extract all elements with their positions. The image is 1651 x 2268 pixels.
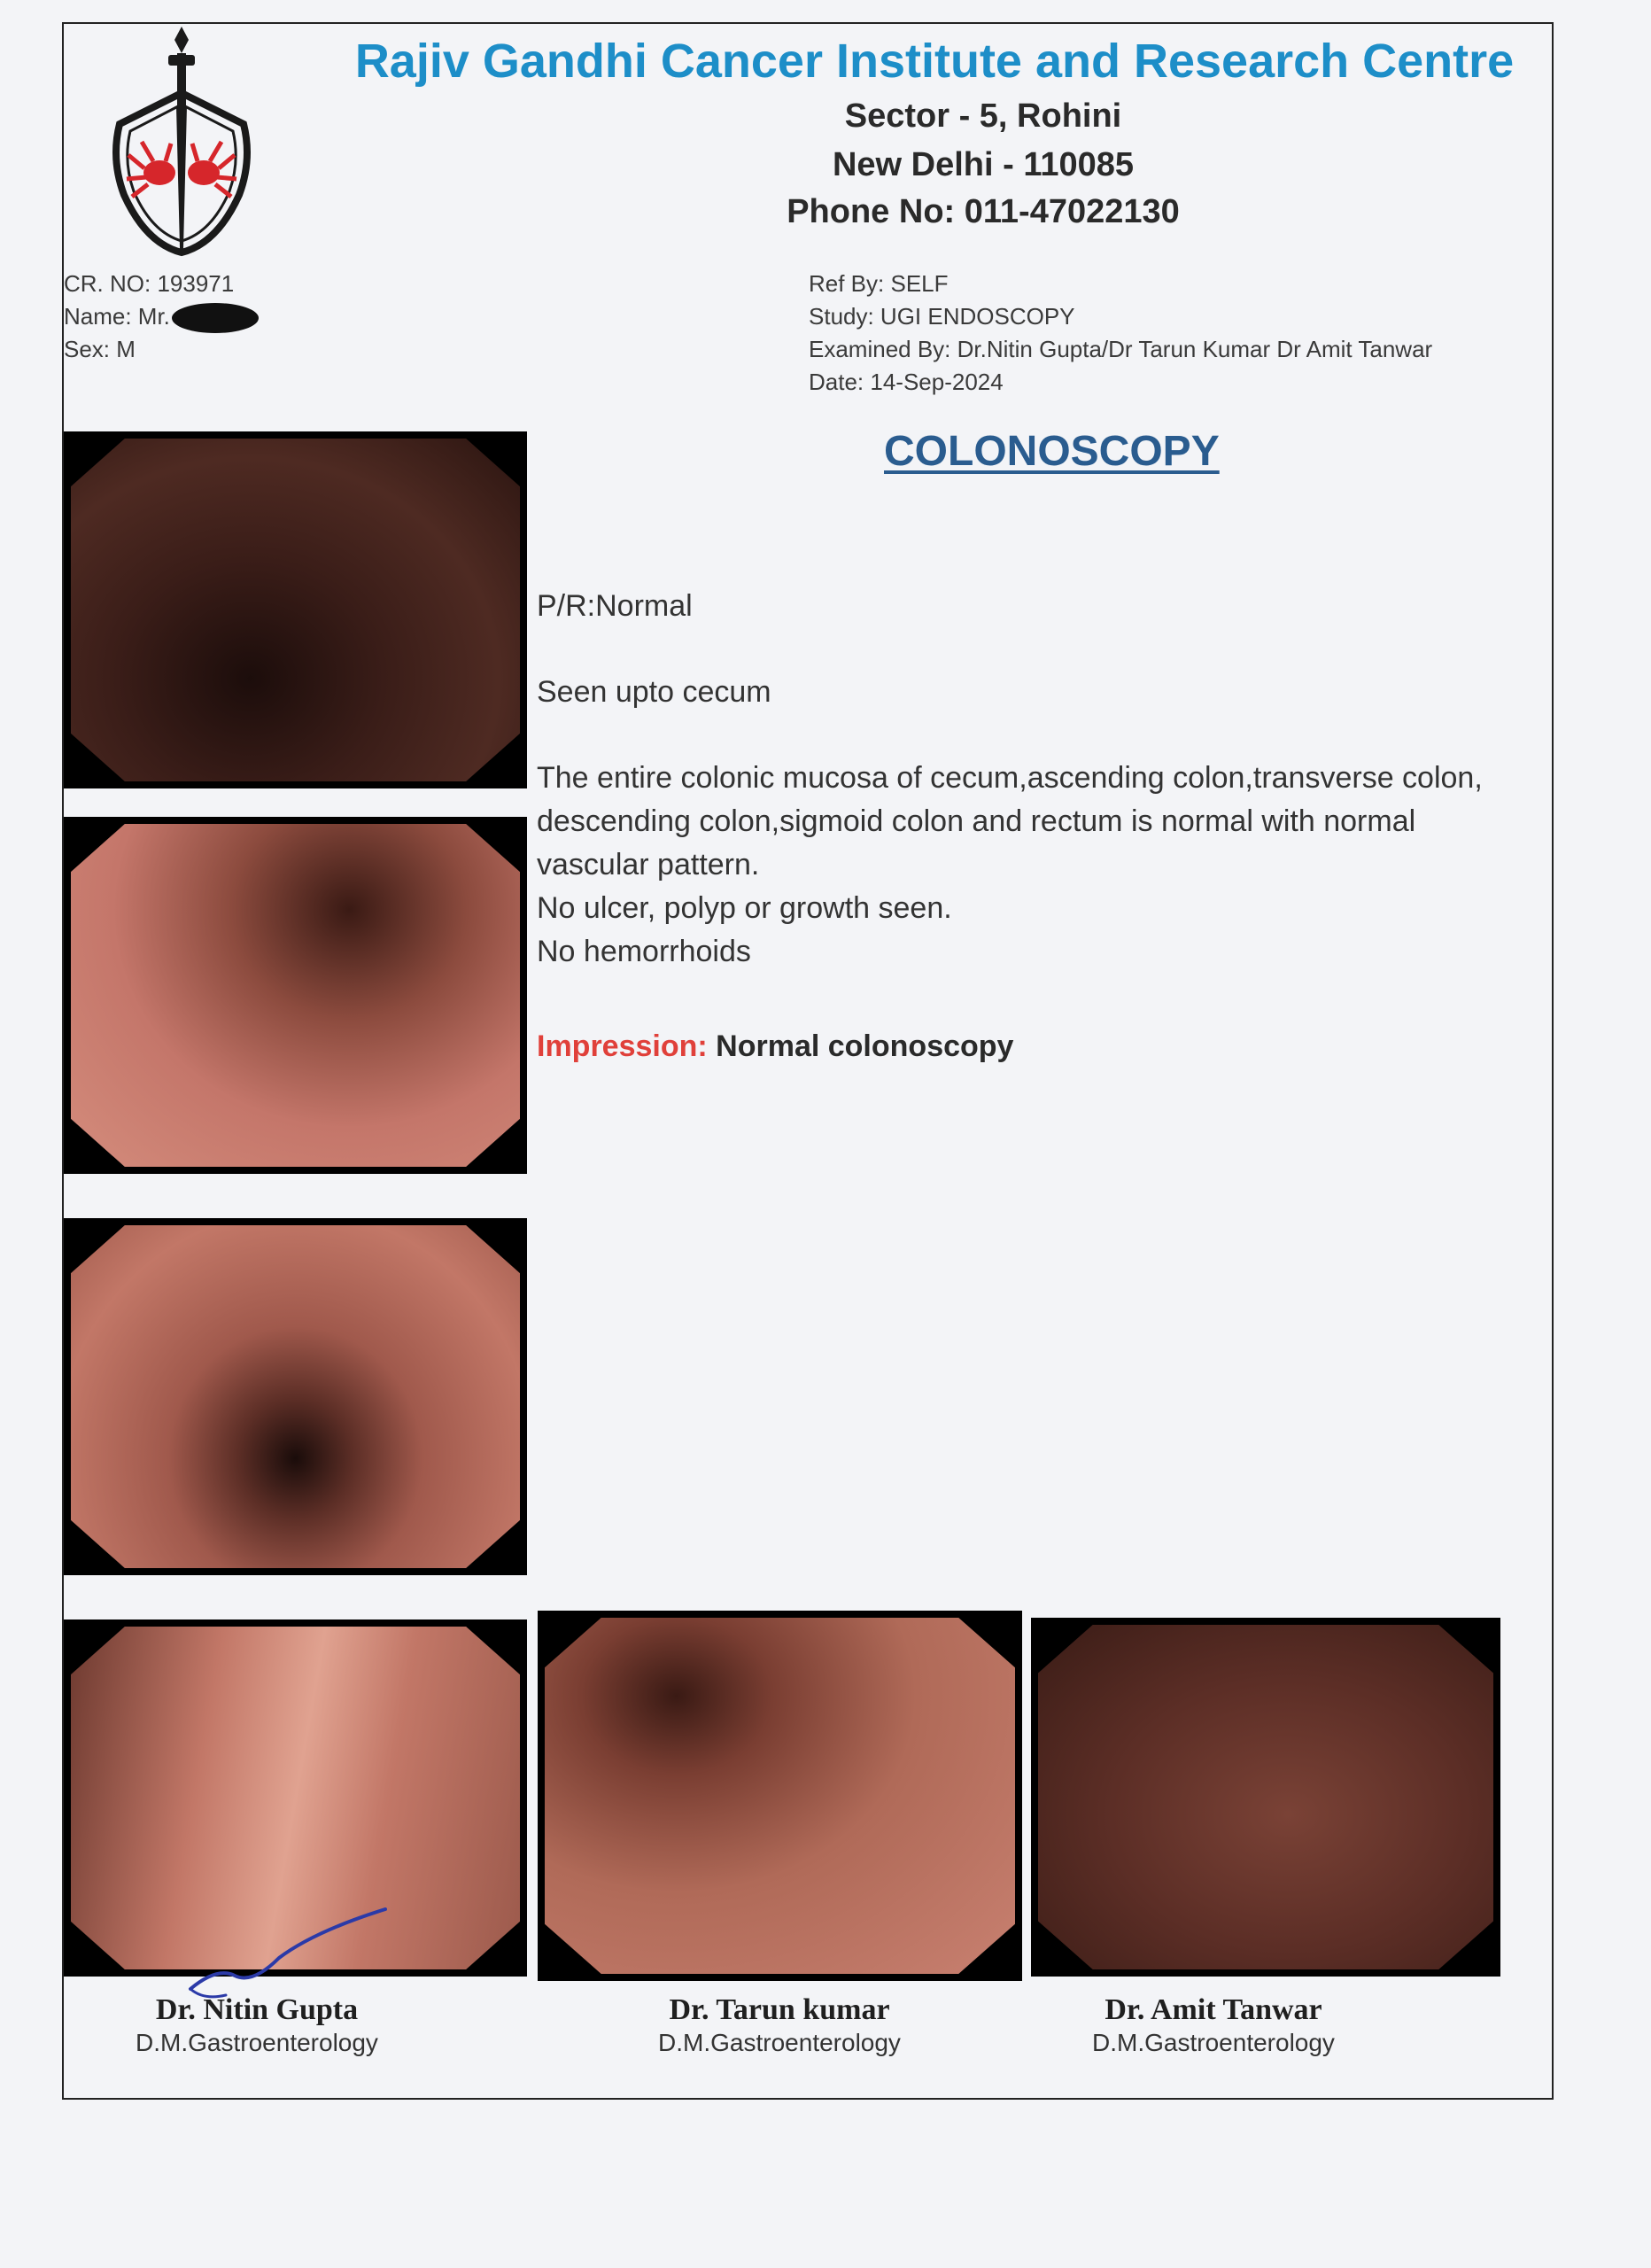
patient-sex: Sex: M	[64, 336, 136, 363]
endoscopy-image-1	[64, 431, 527, 788]
patient-name-row	[64, 300, 259, 333]
mucosa-finding: The entire colonic mucosa of cecum,ascending colon,transverse colon, descending colon,sigmoid colon and rectum is normal with normal vascular pattern.	[537, 761, 1483, 882]
phone-number: Phone No: 011-47022130	[787, 193, 1180, 230]
endoscopy-image-2	[64, 817, 527, 1174]
report-findings	[537, 585, 1511, 1068]
impression-value: Normal colonoscopy	[716, 1029, 1014, 1063]
study-info	[809, 268, 1432, 399]
address-line-1: Sector - 5, Rohini	[844, 97, 1122, 135]
study-type: Study: UGI ENDOSCOPY	[809, 303, 1075, 330]
institute-logo	[93, 27, 270, 257]
patient-name: Name: Mr.	[64, 303, 170, 330]
institute-name: Rajiv Gandhi Cancer Institute and Research Centre	[354, 35, 1515, 88]
ulcer-finding: No ulcer, polyp or growth seen.	[537, 891, 952, 925]
signatory-name: Dr. Tarun kumar	[669, 1993, 890, 2026]
report-title: COLONOSCOPY	[884, 428, 1220, 475]
signatory-qualification: D.M.Gastroenterology	[136, 2029, 378, 2056]
seen-finding: Seen upto cecum	[537, 675, 771, 709]
redaction-mark	[172, 303, 259, 333]
endoscopy-image-6	[1031, 1618, 1500, 1977]
signatory-qualification: D.M.Gastroenterology	[1092, 2029, 1335, 2056]
endoscopy-image-3	[64, 1218, 527, 1575]
cr-number: CR. NO: 193971	[64, 270, 235, 297]
signatory-3	[1054, 1993, 1373, 2057]
address-line-2: New Delhi - 110085	[832, 146, 1135, 183]
signatory-name: Dr. Nitin Gupta	[155, 1993, 359, 2026]
pr-finding: P/R:Normal	[537, 589, 693, 623]
hemorrhoid-finding: No hemorrhoids	[537, 935, 751, 968]
handwritten-signature	[182, 1905, 394, 2002]
impression-label: Impression:	[537, 1029, 708, 1063]
signatory-name: Dr. Amit Tanwar	[1105, 1993, 1322, 2026]
examined-by: Examined By: Dr.Nitin Gupta/Dr Tarun Kumar Dr Amit Tanwar	[809, 336, 1433, 362]
ref-by: Ref By: SELF	[809, 270, 949, 297]
signatory-1	[97, 1993, 416, 2057]
patient-info	[64, 268, 259, 366]
signatory-qualification: D.M.Gastroenterology	[658, 2029, 901, 2056]
study-date: Date: 14-Sep-2024	[809, 369, 1004, 395]
signatory-2	[620, 1993, 939, 2057]
impression	[537, 1025, 1511, 1068]
endoscopy-image-5	[538, 1611, 1022, 1981]
